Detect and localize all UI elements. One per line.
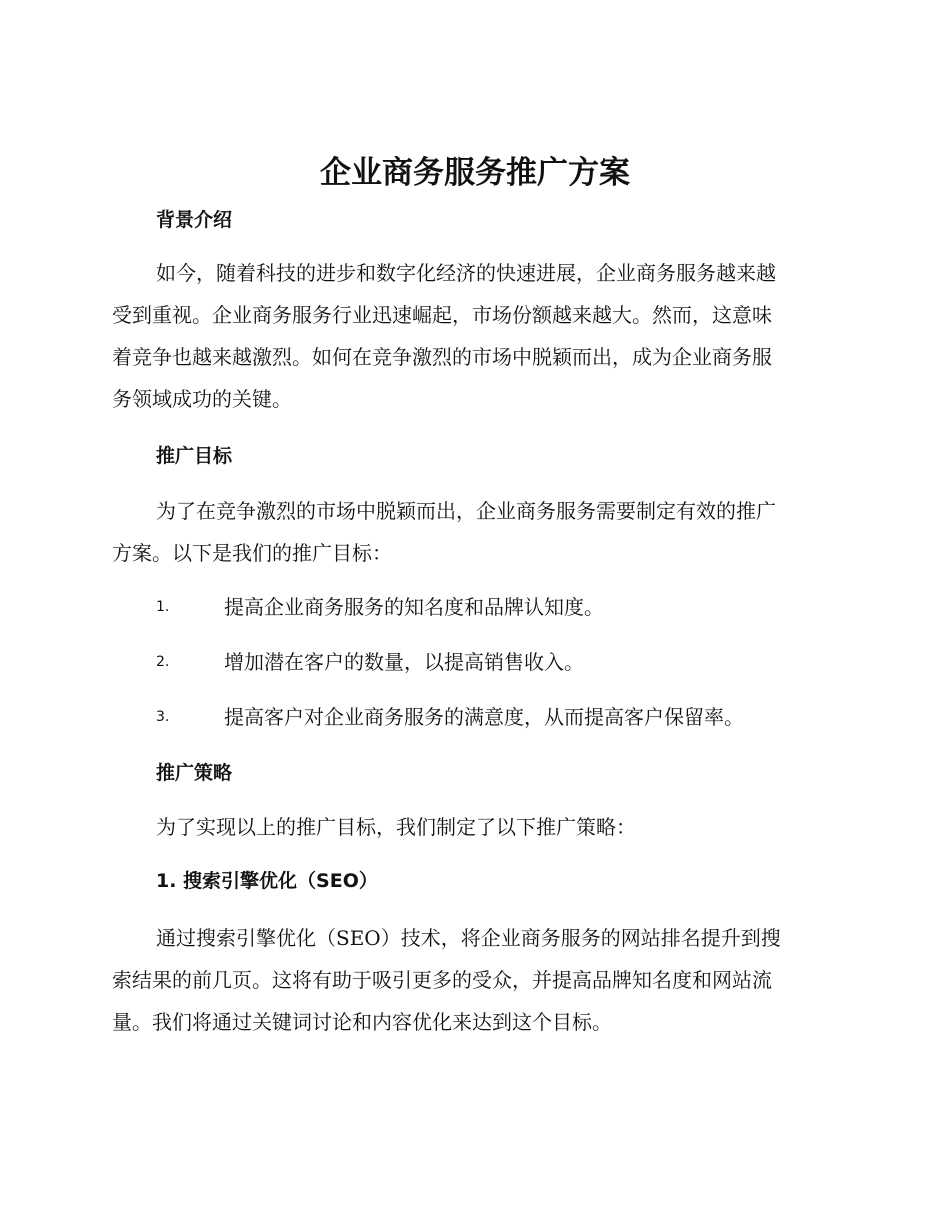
paragraph-line: 受到重视。企业商务服务行业迅速崛起，市场份额越来越大。然而，这意味 xyxy=(112,303,772,327)
paragraph-line: 方案。以下是我们的推广目标： xyxy=(112,541,392,565)
paragraph-line: 为了在竞争激烈的市场中脱颖而出，企业商务服务需要制定有效的推广 xyxy=(156,499,776,523)
paragraph-line: 着竞争也越来越激烈。如何在竞争激烈的市场中脱颖而出，成为企业商务服 xyxy=(112,345,772,369)
paragraph-line: 务领域成功的关键。 xyxy=(112,387,292,411)
paragraph-line: 索结果的前几页。这将有助于吸引更多的受众，并提高品牌知名度和网站流 xyxy=(112,968,772,992)
list-item-text: 提高企业商务服务的知名度和品牌认知度。 xyxy=(224,595,604,619)
list-item-text: 提高客户对企业商务服务的满意度，从而提高客户保留率。 xyxy=(224,705,744,729)
list-item-number: 3. xyxy=(156,709,170,725)
section-heading-background: 背景介绍 xyxy=(156,209,233,231)
strategy-intro: 为了实现以上的推广目标，我们制定了以下推广策略： xyxy=(156,815,636,839)
subsection-heading-seo: 1. 搜索引擎优化（SEO） xyxy=(156,870,378,892)
list-item-text: 增加潜在客户的数量，以提高销售收入。 xyxy=(224,650,584,674)
list-item-number: 1. xyxy=(156,599,170,615)
list-item-number: 2. xyxy=(156,654,170,670)
section-heading-goals: 推广目标 xyxy=(156,445,233,467)
paragraph-line: 通过搜索引擎优化（SEO）技术，将企业商务服务的网站排名提升到搜 xyxy=(156,926,781,950)
background-paragraph xyxy=(112,252,832,420)
goals-paragraph xyxy=(112,490,832,574)
section-heading-strategy: 推广策略 xyxy=(156,762,233,784)
paragraph-line: 如今，随着科技的进步和数字化经济的快速进展，企业商务服务越来越 xyxy=(156,261,776,285)
document-title: 企业商务服务推广方案 xyxy=(320,155,630,191)
seo-paragraph xyxy=(112,917,832,1043)
paragraph-line: 量。我们将通过关键词讨论和内容优化来达到这个目标。 xyxy=(112,1010,612,1034)
